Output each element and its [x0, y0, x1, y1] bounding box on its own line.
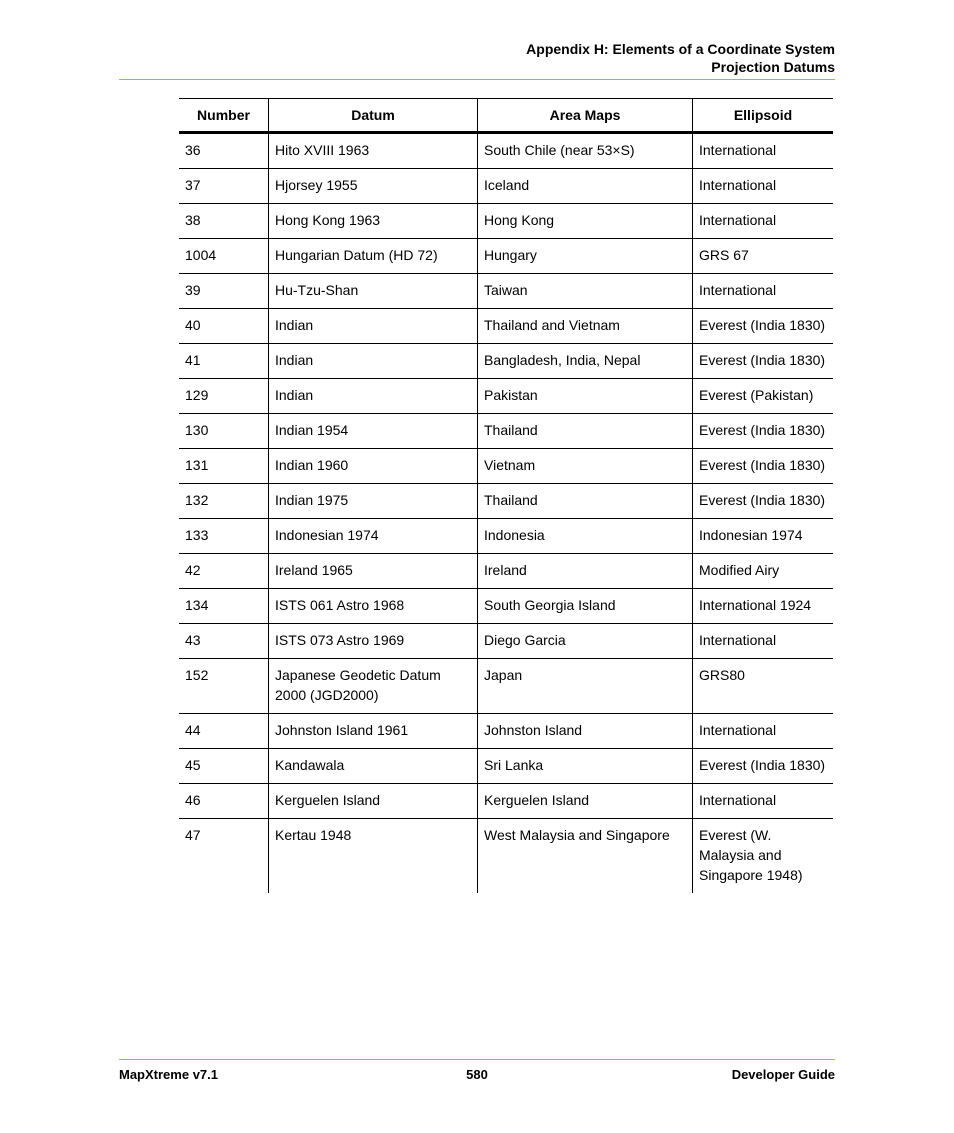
cell-area-maps: West Malaysia and Singapore [478, 819, 693, 894]
cell-area-maps: Thailand [478, 414, 693, 449]
table-row [179, 784, 833, 819]
table-row [179, 714, 833, 749]
cell-area-maps: Hong Kong [478, 204, 693, 239]
cell-ellipsoid: Everest (India 1830) [693, 449, 834, 484]
cell-number: 129 [179, 379, 269, 414]
page-footer [119, 1067, 835, 1085]
cell-datum: Johnston Island 1961 [269, 714, 478, 749]
cell-ellipsoid: GRS 67 [693, 239, 834, 274]
cell-number: 44 [179, 714, 269, 749]
cell-datum: ISTS 073 Astro 1969 [269, 624, 478, 659]
cell-number: 37 [179, 169, 269, 204]
cell-datum: Kandawala [269, 749, 478, 784]
cell-area-maps: Bangladesh, India, Nepal [478, 344, 693, 379]
cell-datum: Indian [269, 309, 478, 344]
page-number: 580 [466, 1067, 488, 1082]
table-header-row [179, 99, 833, 133]
cell-ellipsoid: International 1924 [693, 589, 834, 624]
cell-number: 152 [179, 659, 269, 714]
datum-table [179, 98, 833, 893]
table-row [179, 309, 833, 344]
cell-datum: Ireland 1965 [269, 554, 478, 589]
cell-ellipsoid: Everest (India 1830) [693, 344, 834, 379]
cell-datum: Hong Kong 1963 [269, 204, 478, 239]
cell-ellipsoid: International [693, 169, 834, 204]
cell-number: 45 [179, 749, 269, 784]
cell-area-maps: Indonesia [478, 519, 693, 554]
cell-number: 133 [179, 519, 269, 554]
cell-ellipsoid: Everest (India 1830) [693, 414, 834, 449]
cell-area-maps: South Georgia Island [478, 589, 693, 624]
table-row [179, 169, 833, 204]
cell-number: 38 [179, 204, 269, 239]
cell-ellipsoid: Indonesian 1974 [693, 519, 834, 554]
cell-datum: Japanese Geodetic Datum 2000 (JGD2000) [269, 659, 478, 714]
cell-area-maps: Thailand [478, 484, 693, 519]
cell-area-maps: Diego Garcia [478, 624, 693, 659]
cell-ellipsoid: Modified Airy [693, 554, 834, 589]
cell-area-maps: Kerguelen Island [478, 784, 693, 819]
cell-number: 46 [179, 784, 269, 819]
table-row [179, 589, 833, 624]
cell-datum: Indonesian 1974 [269, 519, 478, 554]
cell-area-maps: Thailand and Vietnam [478, 309, 693, 344]
table-row [179, 274, 833, 309]
header-rule [119, 79, 835, 80]
cell-datum: Indian [269, 344, 478, 379]
cell-number: 39 [179, 274, 269, 309]
cell-datum: Indian 1954 [269, 414, 478, 449]
table-body [179, 133, 833, 894]
footer-guide-title: Developer Guide [731, 1067, 835, 1082]
cell-number: 132 [179, 484, 269, 519]
cell-number: 134 [179, 589, 269, 624]
table-row [179, 133, 833, 169]
table-row [179, 554, 833, 589]
cell-ellipsoid: Everest (India 1830) [693, 309, 834, 344]
cell-number: 1004 [179, 239, 269, 274]
cell-datum: Kerguelen Island [269, 784, 478, 819]
cell-ellipsoid: International [693, 624, 834, 659]
table-row [179, 519, 833, 554]
table-row [179, 819, 833, 894]
cell-number: 42 [179, 554, 269, 589]
table-row [179, 204, 833, 239]
cell-datum: Indian 1960 [269, 449, 478, 484]
cell-ellipsoid: Everest (India 1830) [693, 484, 834, 519]
table-row [179, 659, 833, 714]
cell-ellipsoid: International [693, 274, 834, 309]
cell-area-maps: Pakistan [478, 379, 693, 414]
cell-ellipsoid: Everest (W. Malaysia and Singapore 1948) [693, 819, 834, 894]
cell-ellipsoid: International [693, 133, 834, 169]
cell-number: 131 [179, 449, 269, 484]
table-row [179, 239, 833, 274]
cell-area-maps: Vietnam [478, 449, 693, 484]
page-header [526, 40, 835, 76]
header-chapter: Appendix H: Elements of a Coordinate System [526, 41, 835, 57]
footer-product: MapXtreme v7.1 [119, 1067, 218, 1082]
cell-datum: Hu-Tzu-Shan [269, 274, 478, 309]
cell-ellipsoid: International [693, 714, 834, 749]
cell-number: 41 [179, 344, 269, 379]
footer-rule [119, 1059, 835, 1060]
cell-datum: Kertau 1948 [269, 819, 478, 894]
cell-number: 130 [179, 414, 269, 449]
column-header-datum: Datum [269, 99, 478, 133]
column-header-area-maps: Area Maps [478, 99, 693, 133]
cell-area-maps: Taiwan [478, 274, 693, 309]
cell-datum: Indian [269, 379, 478, 414]
cell-datum: Indian 1975 [269, 484, 478, 519]
table-row [179, 749, 833, 784]
cell-datum: ISTS 061 Astro 1968 [269, 589, 478, 624]
cell-number: 47 [185, 827, 201, 843]
cell-number: 43 [179, 624, 269, 659]
table-row [179, 344, 833, 379]
table-row [179, 449, 833, 484]
cell-ellipsoid: Everest (Pakistan) [693, 379, 834, 414]
table-row [179, 484, 833, 519]
cell-ellipsoid: GRS80 [693, 659, 834, 714]
cell-datum: Hungarian Datum (HD 72) [269, 239, 478, 274]
column-header-number: Number [179, 99, 269, 133]
cell-area-maps: Sri Lanka [478, 749, 693, 784]
cell-ellipsoid: International [693, 204, 834, 239]
cell-area-maps: Ireland [478, 554, 693, 589]
cell-number: 36 [179, 133, 269, 169]
cell-number: 40 [179, 309, 269, 344]
table-row [179, 414, 833, 449]
cell-area-maps: Iceland [478, 169, 693, 204]
cell-area-maps: South Chile (near 53×S) [478, 133, 693, 169]
cell-ellipsoid: Everest (India 1830) [693, 749, 834, 784]
cell-datum: Hito XVIII 1963 [269, 133, 478, 169]
cell-area-maps: Johnston Island [478, 714, 693, 749]
cell-area-maps: Hungary [478, 239, 693, 274]
cell-ellipsoid: International [693, 784, 834, 819]
table-row [179, 379, 833, 414]
cell-datum: Hjorsey 1955 [269, 169, 478, 204]
cell-area-maps: Japan [478, 659, 693, 714]
header-section: Projection Datums [711, 59, 835, 75]
column-header-ellipsoid: Ellipsoid [693, 99, 834, 133]
table-row [179, 624, 833, 659]
